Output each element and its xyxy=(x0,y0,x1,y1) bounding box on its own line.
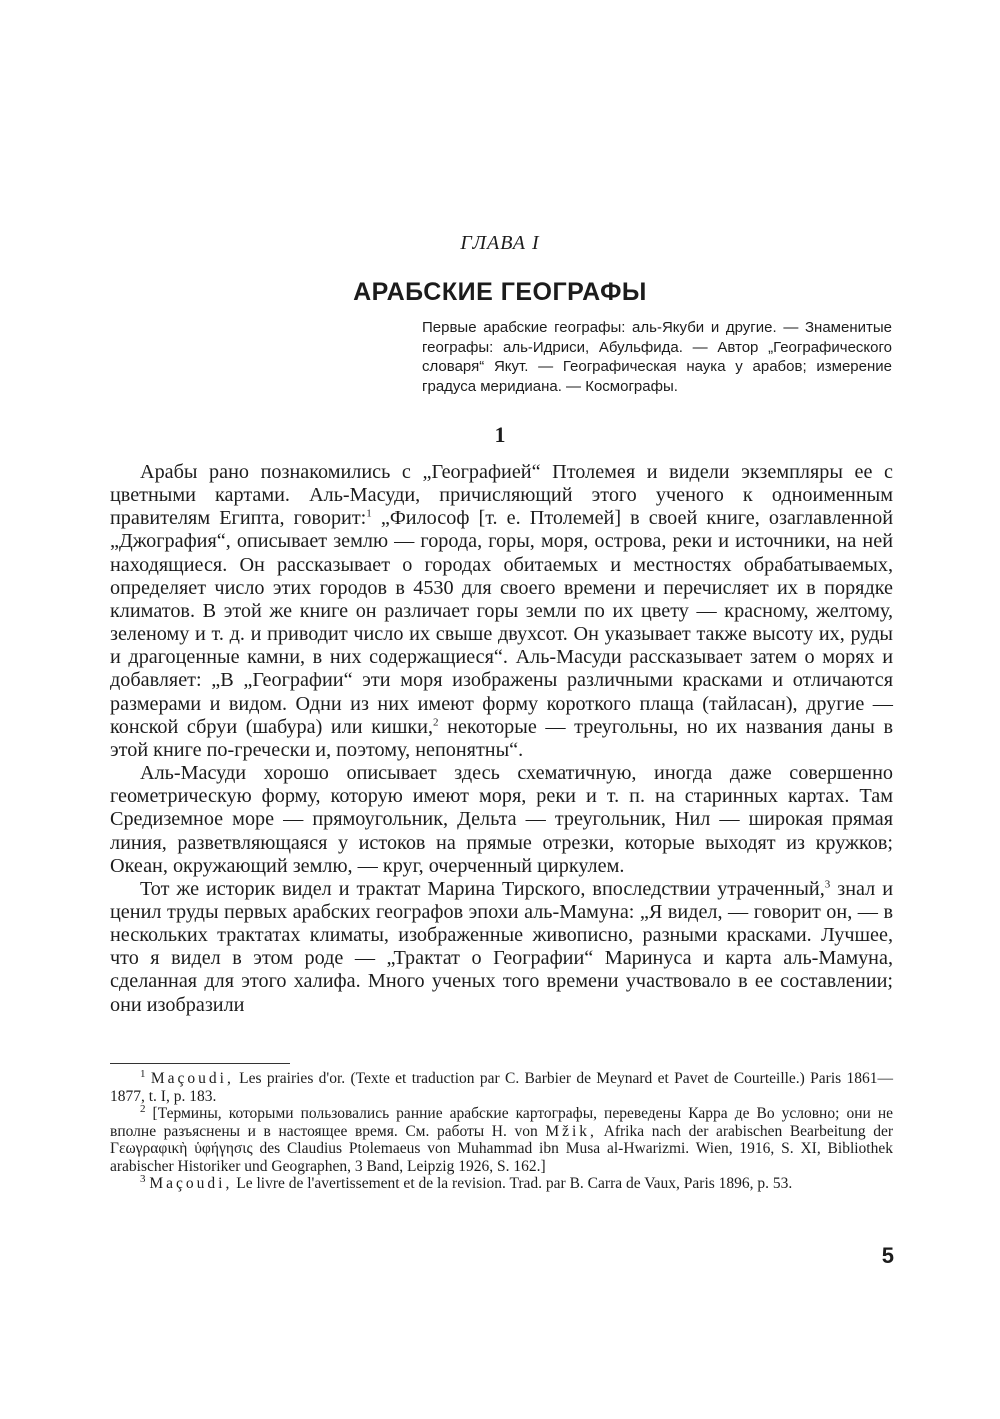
footnote-ref-1: 1 xyxy=(366,507,372,520)
paragraph-3-part-a: Тот же историк видел и трактат Марина Тирского, впоследствии утраченный, xyxy=(140,877,825,900)
footnote-2-text-b: Afrika nach der arabischen Bearbeitung der Γεωγραφικὴ ὑφήγησις des Claudius Ptolemaeus von Muhammad ibn Musa al-Hwarizmi. Wien, 1916, S. XI, Bibliothek arabischer Historiker und Geographen, 3 Band, Leipzig 1926, S. 162.] xyxy=(110,1122,893,1175)
footnote-2-text-a: [Термины, которыми пользовались ранние арабские картографы, переведены Карра де Во условно; они не вполне разъяснены и в настоящее время. См. работы H. von xyxy=(110,1105,893,1140)
paragraph-1 xyxy=(110,461,893,762)
footnote-1-text: Les prairies d'or. (Texte et traduction par C. Barbier de Meynard et Pavet de Courteille.) Paris 1861—1877, t. I, p. 183. xyxy=(110,1070,894,1105)
footnotes xyxy=(110,1067,894,1193)
footnote-2-number: 2 xyxy=(140,1102,146,1115)
paragraph-1-part-a: Арабы рано познакомились с „Географией“ Птолемея и видели экземпляры ее с цветными картами. Аль-Масуди, причисляющий этого ученого к одноименным правителям Египта, говорит: xyxy=(110,461,893,530)
paragraph-3-part-b: знал и ценил труды первых арабских географов эпохи аль-Мамуна: „Я видел, — говорит он, — в нескольких трактатах климаты, изображенные живописно, разными красками. Лучшее, что я видел в этом роде — „Трактат о Географии“ Маринуса и карта аль-Мамуна, сделанная для этого халифа. Много ученых того времени участвовало в ее составлении; они изобразили xyxy=(110,877,894,1016)
chapter-title: АРАБСКИЕ ГЕОГРАФЫ xyxy=(353,278,647,306)
footnote-1-number: 1 xyxy=(140,1067,146,1080)
footnote-ref-3: 3 xyxy=(824,878,831,891)
paragraph-3 xyxy=(110,878,893,1017)
chapter-summary: Первые арабские географы: аль-Якуби и другие. — Знаменитые географы: аль-Идриси, Абульфида. — Автор „Географического словаря“ Якут. — Географическая наука у арабов; измерение градуса меридиана. — Космографы. xyxy=(422,319,892,395)
footnote-divider xyxy=(110,1063,290,1064)
main-text xyxy=(110,461,893,1017)
footnote-1-author: Maçoudi, xyxy=(150,1070,234,1087)
footnote-3-author: Maçoudi, xyxy=(149,1175,233,1192)
section-number: 1 xyxy=(494,422,506,447)
footnote-2-author: Mžik, xyxy=(545,1122,597,1140)
footnote-1 xyxy=(110,1067,894,1105)
footnote-2 xyxy=(110,1102,893,1175)
footnote-3 xyxy=(110,1172,893,1193)
paragraph-1-part-b: „Философ [т. е. Птолемей] в своей книге, озаглавленной „Джография“, описывает землю — города, горы, моря, острова, реки и источники, на ней находящиеся. Он рассказывает о городах обитаемых и местностях обрабатываемых, определяет число этих городов в 4530 для своего времени и перечисляет их в порядке климатов. В этой же книге он различает горы земли по их цвету — красному, желтому, зеленому и т. д. и приводит число их свыше двухсот. Он указывает также высоту их, руды и драгоценные камни, в них содержащиеся“. Аль-Масуди рассказывает затем о морях и добавляет: „В „Географии“ эти моря изображены различными красками и отличаются размерами и видом. Одни из них имеют форму короткого плаща (тайласан), другие — конской сбруи (шабура) или кишки, xyxy=(110,507,893,738)
paragraph-1-part-c: некоторые — треугольны, но их названия даны в этой книге по-гречески и, поэтому, непонятны“. xyxy=(110,715,894,761)
footnote-3-text: Le livre de l'avertissement et de la revision. Trad. par B. Carra de Vaux, Paris 1896, p. 53. xyxy=(232,1175,793,1192)
footnote-3-number: 3 xyxy=(140,1172,146,1185)
chapter-label: ГЛАВА I xyxy=(460,232,540,254)
paragraph-2: Аль-Масуди хорошо описывает здесь схематичную, иногда даже совершенно геометрическую форму, которую имеют моря, реки и т. п. на старинных картах. Там Средиземное море — прямоугольник, Дельта — треугольник, Нил — широкая прямая линия, разветвляющаяся у истоков на прямые отрезки, которые выходят из кружков; Океан, окружающий землю, — круг, очерченный циркулем. xyxy=(110,762,893,877)
footnote-ref-2: 2 xyxy=(433,715,439,728)
page-number: 5 xyxy=(881,1243,894,1268)
